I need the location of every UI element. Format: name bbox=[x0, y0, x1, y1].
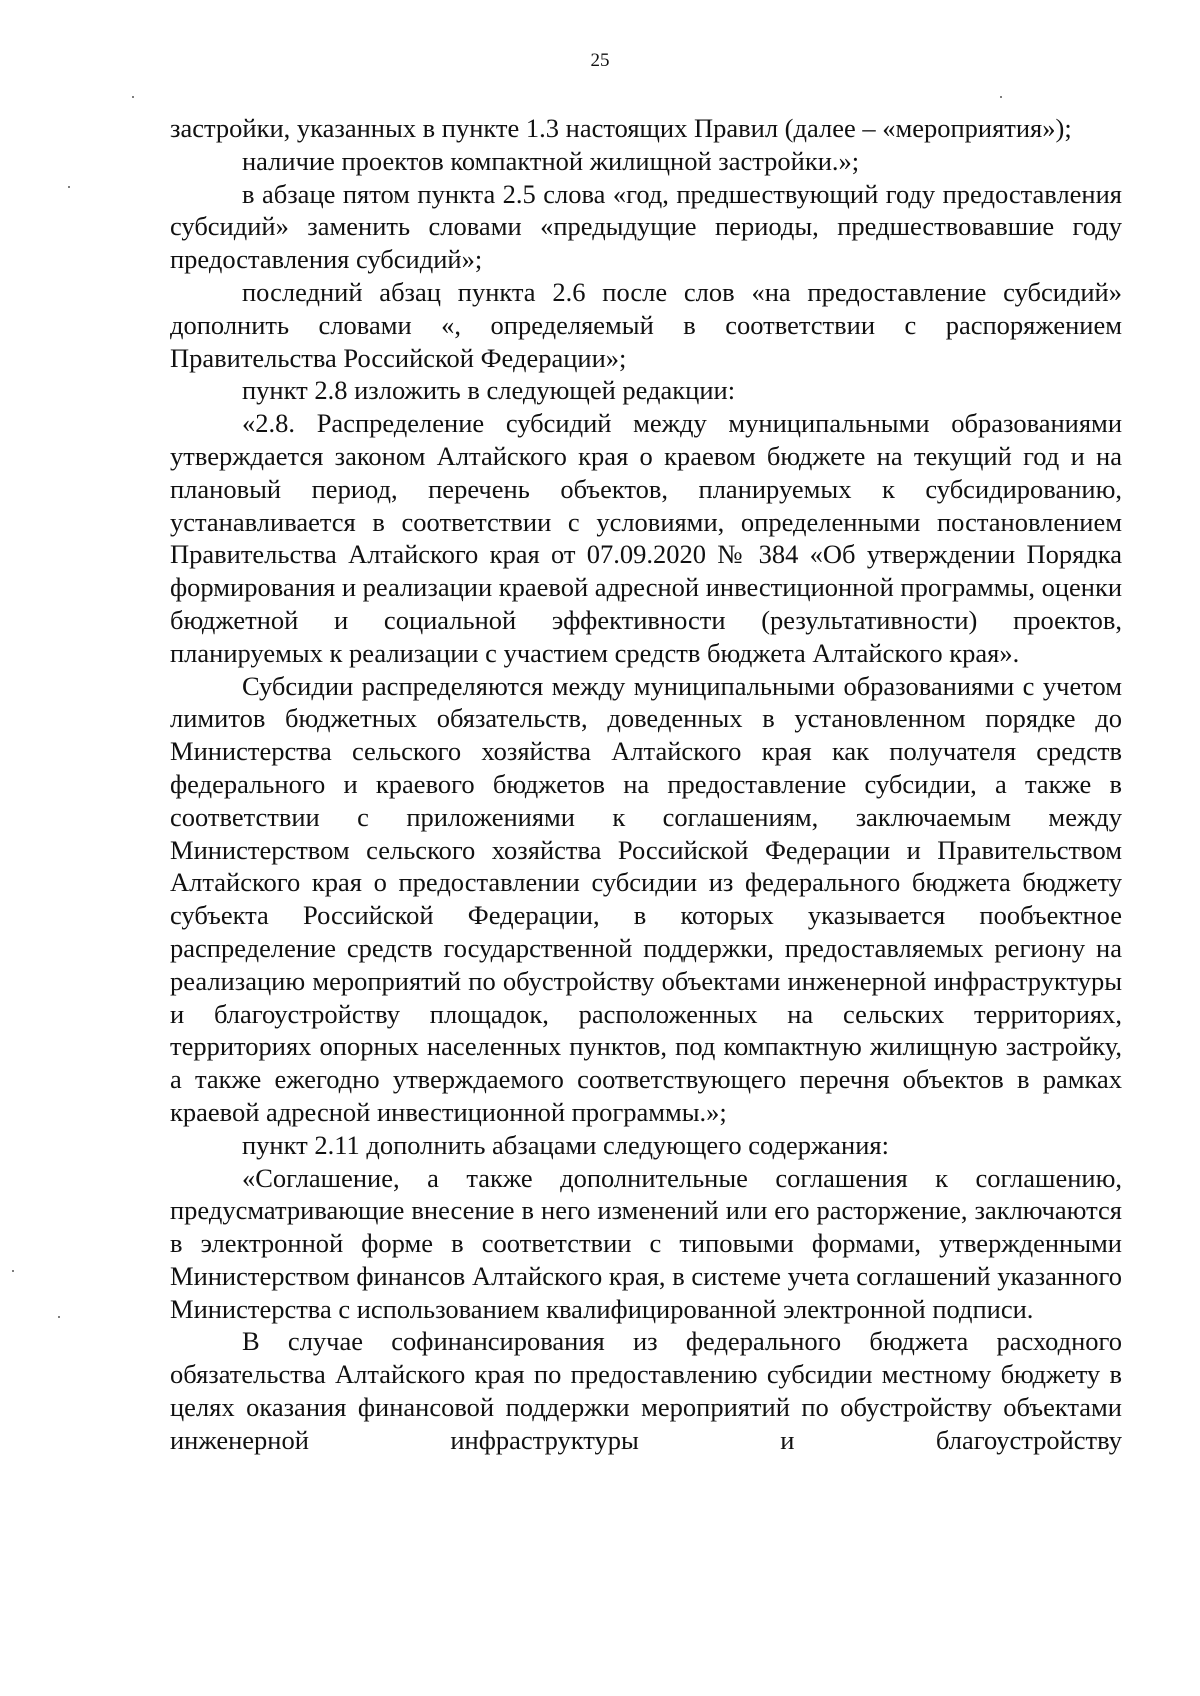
paragraph: наличие проектов компактной жилищной застройки.»; bbox=[242, 145, 860, 176]
scan-speck bbox=[68, 186, 70, 188]
paragraph: пункт 2.11 дополнить абзацами следующего содержания: bbox=[242, 1129, 889, 1160]
paragraph: Субсидии распределяются между муниципальными образованиями с учетом лимитов бюджетных обязательств, доведенных в установленном порядке до Министерства сельского хозяйства Алтайского края как получателя средств федерального и краевого бюджетов на предоставление субсидии, а также в соответствии с приложениями к соглашениям, заключаемым между Министерством сельского хозяйства Российской Федерации и Правительством Алтайского края о предоставлении субсидии из федерального бюджета бюджету субъекта Российской Федерации, в которых указывается пообъектное распределение средств государственной поддержки, предоставляемых региону на реализацию мероприятий по обустройству объектами инженерной инфраструктуры и благоустройству площадок, расположенных на сельских территориях, территориях опорных населенных пунктов, под компактную жилищную застройку, а также ежегодно утверждаемого соответствующего перечня объектов в рамках краевой адресной инвестиционной программы.»; bbox=[170, 670, 1122, 1127]
paragraph: в абзаце пятом пункта 2.5 слова «год, предшествующий году предоставления субсидий» заменить словами «предыдущие периоды, предшествовавшие году предоставления субсидий»; bbox=[170, 178, 1122, 275]
paragraph: «Соглашение, а также дополнительные соглашения к соглашению, предусматривающие внесение в него изменений или его расторжение, заключаются в электронной форме в соответствии с типовыми формами, утвержденными Министерством финансов Алтайского края, в системе учета соглашений указанного Министерства с использованием квалифицированной электронной подписи. bbox=[170, 1162, 1122, 1324]
document-body bbox=[170, 112, 1122, 1457]
scan-speck bbox=[132, 96, 134, 98]
scan-speck bbox=[12, 1270, 14, 1272]
paragraph: «2.8. Распределение субсидий между муниципальными образованиями утверждается законом Алтайского края о краевом бюджете на текущий год и на плановый период, перечень объектов, планируемых к субсидированию, устанавливается в соответствии с условиями, определенными постановлением Правительства Алтайского края от 07.09.2020 № 384 «Об утверждении Порядка формирования и реализации краевой адресной инвестиционной программы, оценки бюджетной и социальной эффективности (результативности) проектов, планируемых к реализации с участием средств бюджета Алтайского края». bbox=[170, 408, 1123, 668]
paragraph: В случае софинансирования из федерального бюджета расходного обязательства Алтайского края по предоставлению субсидии местному бюджету в целях оказания финансовой поддержки мероприятий по обустройству объектами инженерной инфраструктуры и благоустройству bbox=[170, 1326, 1122, 1455]
paragraph-continuation: застройки, указанных в пункте 1.3 настоящих Правил (далее – «мероприятия»); bbox=[170, 113, 1072, 143]
page-number: 25 bbox=[590, 50, 610, 71]
paragraph: пункт 2.8 изложить в следующей редакции: bbox=[242, 375, 736, 406]
scan-speck bbox=[58, 1316, 60, 1318]
paragraph: последний абзац пункта 2.6 после слов «на предоставление субсидий» дополнить словами «, определяемый в соответствии с распоряжением Правительства Российской Федерации»; bbox=[170, 276, 1122, 373]
scan-speck bbox=[1000, 96, 1002, 98]
